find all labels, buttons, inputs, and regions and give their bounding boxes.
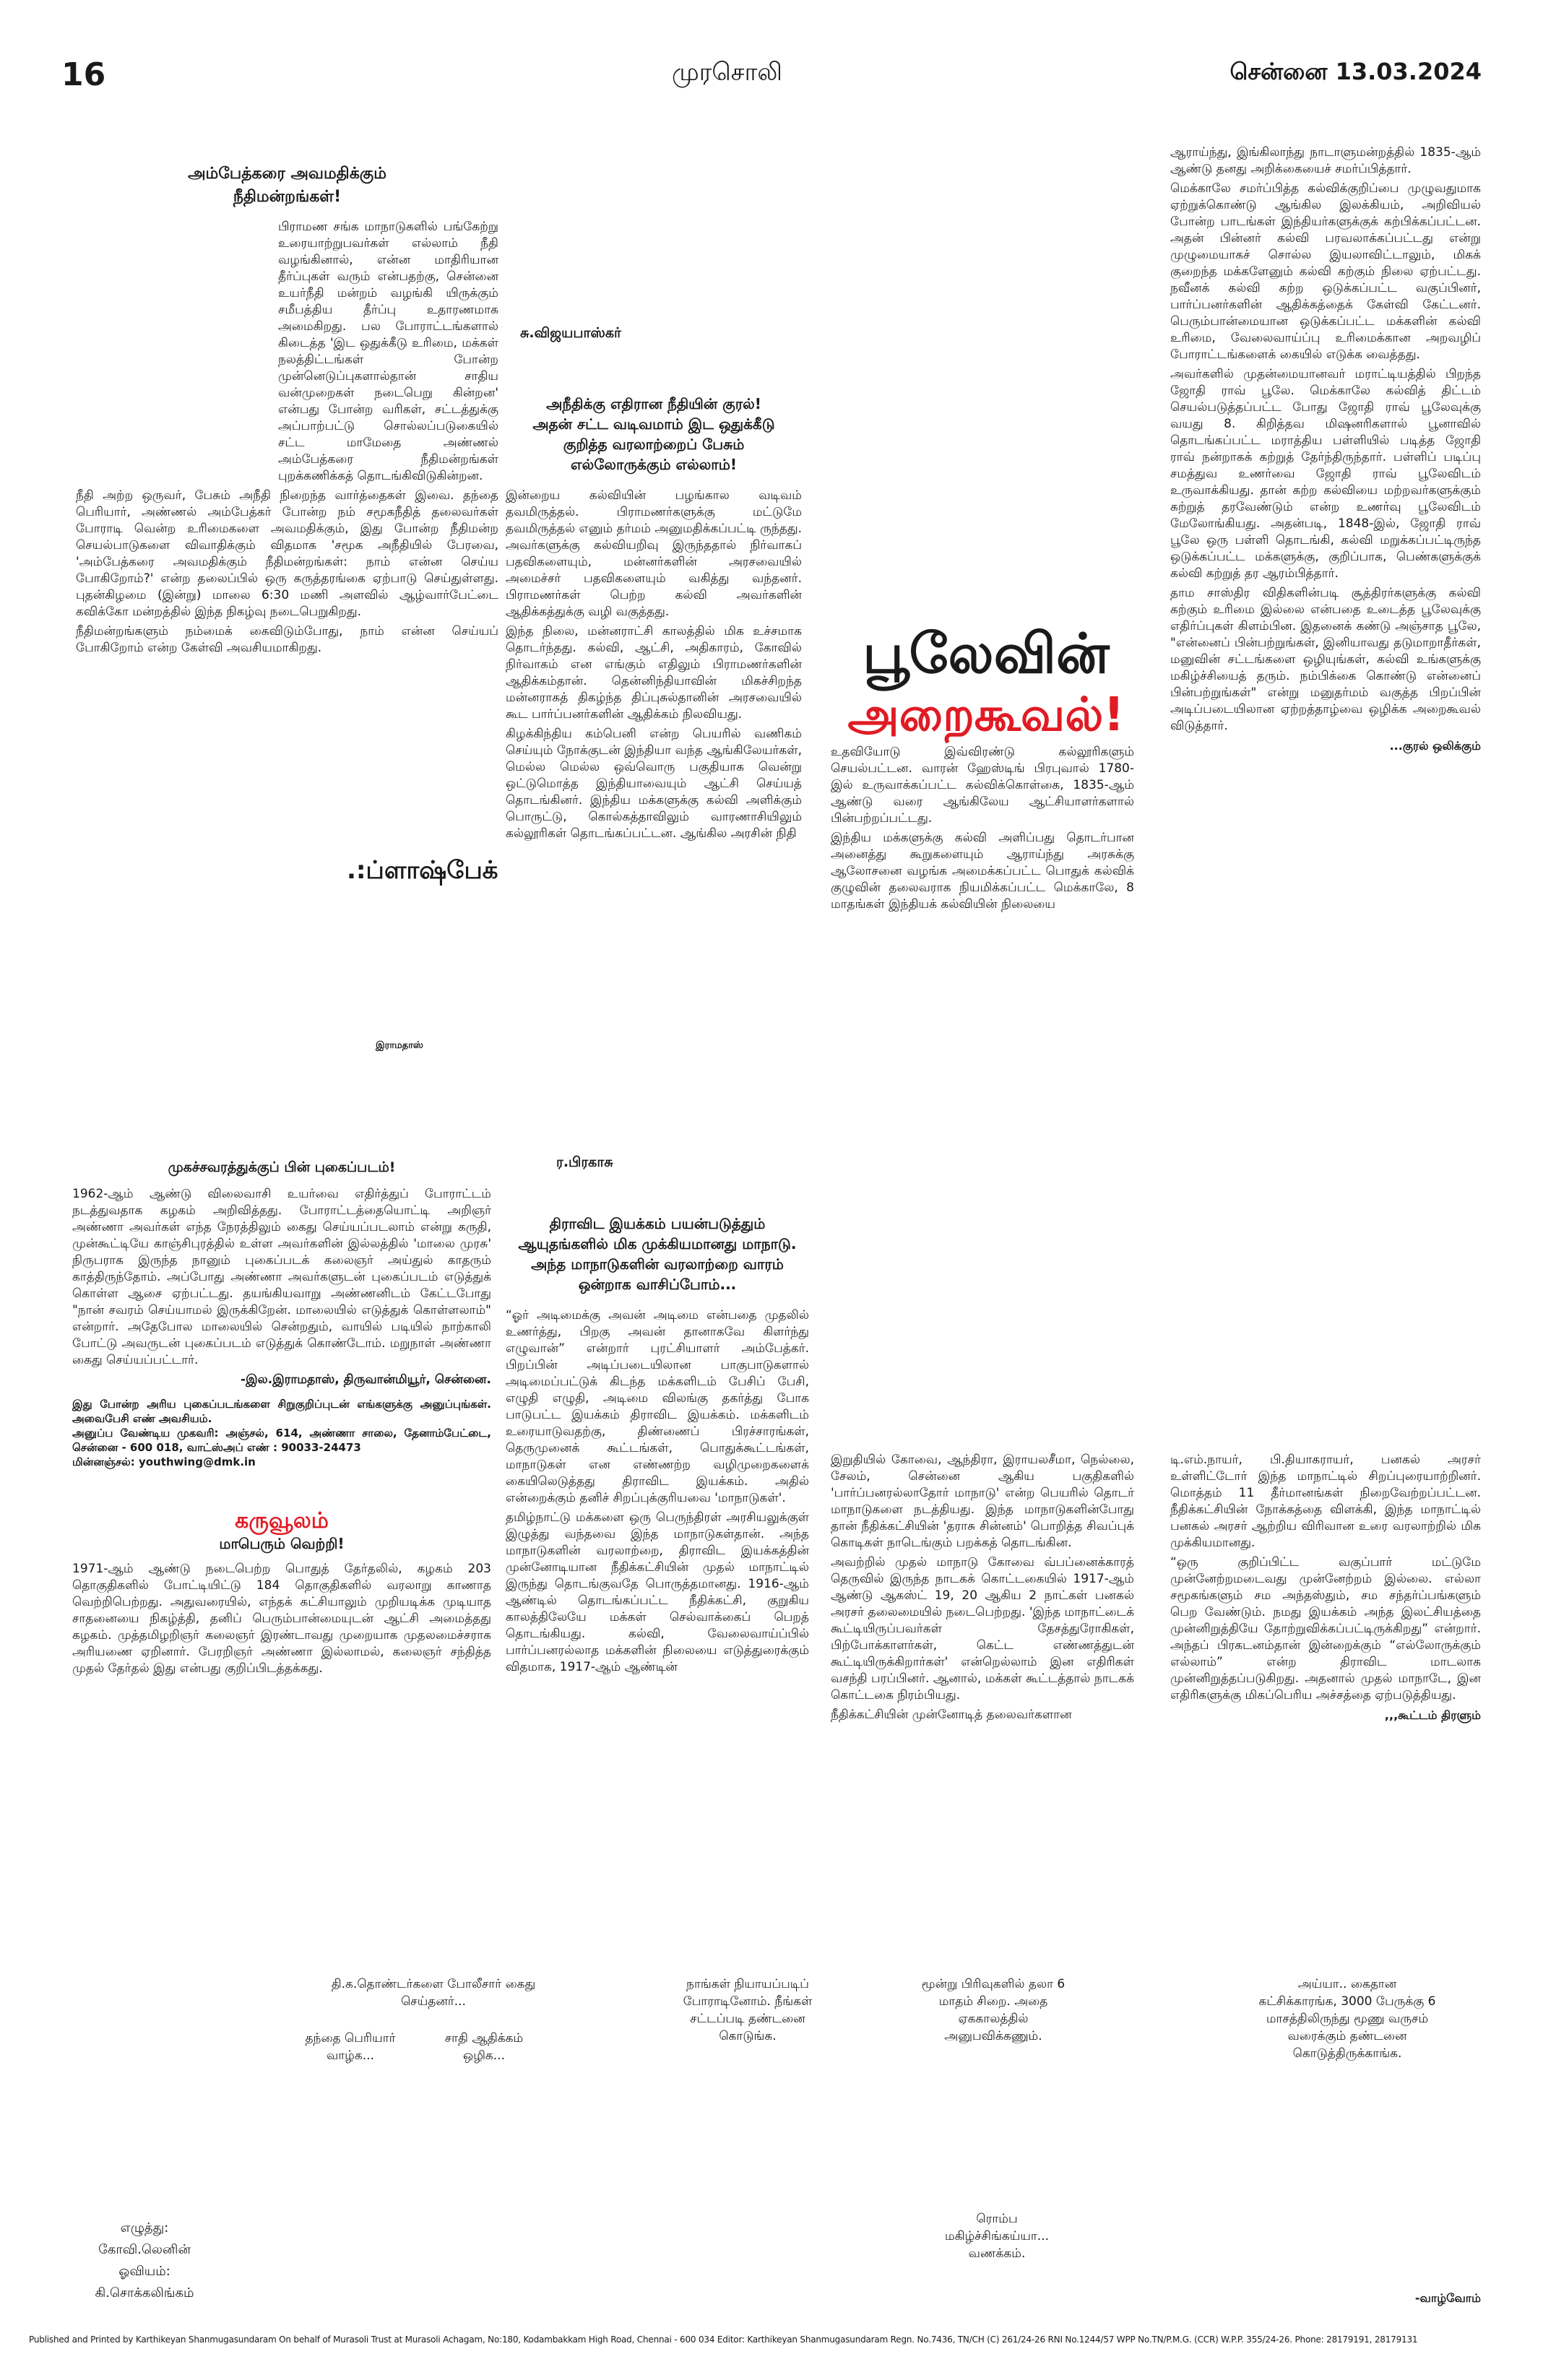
credit-line: கோவி.லெனின் xyxy=(98,2242,191,2257)
article-paragraph: நீதிக்கட்சியின் முன்னோடித் தலைவர்களான xyxy=(831,1708,1072,1722)
article-paragraph: தாம சாஸ்திர விதிகளின்படி சூத்திரர்களுக்கு கல்வி கற்கும் உரிமை இல்லை என்பதை உடைத்த பூலேவுக்கு எதிர்ப்புகள் கிளம்பின. இதனைக் கண்டு அஞ்சாத பூலே, "என்னைப் பின்பற்றுங்கள், இனியாவது தடுமாறாதீர்கள், மனுவின் சட்டங்களை ஒழியுங்கள், கல்வி உங்களுக்கு மகிழ்ச்சியைத் தரும். நம்பிக்கை கொண்டு என்னைப் பின்பற்றுங்கள்" என்று மனுதர்மம் வகுத்த பிறப்பின் அடிப்படையிலான ஏற்றத்தாழ்வை ஒழிக்க அறைகூவல் விடுத்தார். xyxy=(1170,586,1481,733)
subheading-line: ஆயுதங்களில் மிக முக்கியமானது மாநாடு. xyxy=(518,1235,797,1252)
credit-line: எழுத்து: xyxy=(120,2220,169,2236)
subheading-line: திராவிட இயக்கம் பயன்படுத்தும் xyxy=(549,1215,766,1232)
karuvoolam-heading: கருவூலம் xyxy=(235,1508,329,1533)
poole-article-column xyxy=(831,744,1134,916)
cartoon-caption: நாங்கள் நியாயப்படிப் போராடினோம். நீங்கள் சட்டப்படி தண்டனை கொடுங்க. xyxy=(683,1977,813,2043)
article-paragraph: இன்றைய கல்வியின் பழங்கால வடிவம் தவமிருத்தல். பிராமணர்களுக்கு மட்டுமே தவமிருத்தல் எனும் தர்மம் அனுமதிக்கப்பட்டி ருந்தது. அவர்களுக்கு கல்வியறிவு இருந்ததால் நிர்வாகப் பதவிகளையும், மன்னர்களின் அரசவையில் அமைச்சர் பதவிகளையும் வகித்து வந்தனர். பிராமணர்கள் பெற்ற கல்வி அவர்களின் ஆதிக்கத்துக்கு வழி வகுத்தது. xyxy=(506,488,802,619)
subheading-line: அந்த மாநாடுகளின் வரலாற்றை வாரம் xyxy=(531,1255,784,1273)
cartoon-caption: ரொம்ப மகிழ்ச்சிங்கய்யா... வணக்கம். xyxy=(944,2212,1050,2261)
article-paragraph: தமிழ்நாட்டு மக்களை ஒரு பெருந்திரள் அரசியலுக்குள் இழுத்து வந்தவை இந்த மாநாடுகள்தான். அந்த மாநாடுகளின் வரலாற்றை, திராவிட இயக்கத்தின் முன்னோடியான நீதிக்கட்சியின் முதல் மாநாட்டில் இருந்து தொடங்குவதே பொருத்தமானது. 1916-ஆம் ஆண்டில் தொடங்கப்பட்ட நீதிக்கட்சி, குறுகிய காலத்திலேயே மக்கள் செல்வாக்கைப் பெறத் தொடங்கியது. கல்வி, வேலைவாய்ப்பில் பார்ப்பனரல்லாத மக்களின் நிலையை எடுத்துரைக்கும் விதமாக, 1917-ஆம் ஆண்டின் xyxy=(506,1510,809,1674)
article-paragraph: இறுதியில் கோவை, ஆந்திரா, இராயலசீமா, நெல்லை, சேலம், சென்னை ஆகிய பகுதிகளில் 'பார்ப்பனரல்லாதோர் மாநாடு' என்ற பெயரில் தொடர் மாநாடுகளை நடத்தியது. இந்த மாநாடுகளின்போது தான் நீதிக்கட்சியின் 'தராசு சின்னம்' பொறித்த சிவப்புக் கொடிகள் நாடெங்கும் பறக்கத் தொடங்கின. xyxy=(831,1453,1134,1550)
notice-block xyxy=(72,1397,491,1469)
subheading-line: அதன் சட்ட வடிவமாம் இட ஒதுக்கீடு xyxy=(532,415,775,433)
article-subheading xyxy=(506,1213,809,1294)
notice-line: அனுப்ப வேண்டிய முகவரி: அஞ்சல், 614, அண்ணா சாலை, தேனாம்பேட்டை, சென்னை - 600 018, வாட்ஸ்அப் எண் : 90033-24473 xyxy=(72,1427,491,1454)
flashback-label: .:ப்ளாஷ்பேக் xyxy=(347,856,498,885)
karuvoolam-subheading: மாபெரும் வெற்றி! xyxy=(219,1535,345,1552)
article-paragraph: கிழக்கிந்திய கம்பெனி என்ற பெயரில் வணிகம் செய்யும் நோக்குடன் இந்தியா வந்த ஆங்கிலேயர்கள், மெல்ல மெல்ல ஒவ்வொரு பகுதியாக வென்று ஒட்டுமொத்த இந்தியாவையும் ஆட்சி செய்யத் தொடங்கினர். இந்திய மக்களுக்கு கல்வி அளிக்கும் பொருட்டு, கொல்கத்தாவிலும் வாரணாசியிலும் கல்லூரிகள் தொடங்கப்பட்டன. ஆங்கில அரசின் நிதி xyxy=(506,727,802,841)
article-paragraph: “ஒரு குறிப்பிட்ட வகுப்பார் மட்டுமே முன்னேற்றமடைவது முன்னேற்றம் இல்லை. எல்லா சமூகங்களும் சம அந்தஸ்தும், சம சந்தர்ப்பங்களும் பெற வேண்டும். நமது இயக்கம் அந்த இலட்சியத்தை முன்னிறுத்தியே தோற்றுவிக்கப்பட்டிருக்கிறது” என்றார். அந்தப் பிரகடனம்தான் இன்றைக்கும் “எல்லோருக்கும் எல்லாம்” என்ற திராவிட மாடலாக முன்னிறுத்தப்படுகிறது. அதனால் முதல் மாநாடே, இன எதிரிகளுக்கு மிகப்பெரிய அச்சத்தை ஏற்படுத்தியது. xyxy=(1170,1555,1481,1702)
article-paragraph: டி.எம்.நாயர், பி.தியாகராயர், பனகல் அரசர் உள்ளிட்டோர் இந்த மாநாட்டில் சிறப்புரையாற்றினர். மொத்தம் 11 தீர்மானங்கள் நிறைவேற்றப்பட்டன. நீதிக்கட்சியின் நோக்கத்தை விளக்கி, இந்த மாநாட்டில் பனகல் அரசர் ஆற்றிய விரிவான உரை வரலாற்றில் மிக முக்கியமானது. xyxy=(1170,1453,1481,1550)
subheading-line: அநீதிக்கு எதிரான நீதியின் குரல்! xyxy=(546,395,761,412)
article-author: -இல.இராமதாஸ், திருவான்மியூர், சென்னை. xyxy=(241,1372,491,1387)
cartoon-caption: தி.க.தொண்டர்களை போலீசார் கைது செய்தனர்... xyxy=(331,1977,536,2009)
article-paragraph: நீதி அற்ற ஒருவர், பேசும் அநீதி நிறைந்த வார்த்தைகள் இவை. தந்தை பெரியார், அண்ணல் அம்பேத்கர் போன்ற நம் சமூகநீதித் தலைவர்கள் போராடி வென்ற உரிமைகளை அவமதிக்கும், இது போன்ற நீதிமன்ற செயல்பாடுகளை விவாதிக்கும் விதமாக 'சமூக அநீதியில் பேரவை, 'அம்பேத்கரை அவமதிக்கும் நீதிமன்றங்கள்: நாம் என்ன செய்ய போகிறோம்?' என்ற தலைப்பில் ஒரு கருத்தரங்கை ஏற்பாடு செய்துள்ளது. புதன்கிழமை (இன்று) மாலை 6:30 மணி அளவில் ஆழ்வார்பேட்டை கவிக்கோ மன்றத்தில் இந்த நிகழ்வு நடைபெறுகிறது. xyxy=(76,488,498,619)
article-title-line: அம்பேத்கரை அவமதிக்கும் xyxy=(188,165,386,183)
notice-line: மின்னஞ்சல்: youthwing@dmk.in xyxy=(72,1455,256,1468)
article-paragraph: உதவியோடு இவ்விரண்டு கல்லூரிகளும் செயல்பட்டன. வாரன் ஹேஸ்டிங் பிரபுவால் 1780-இல் உருவாக்கப்பட்ட கல்விக்கொள்கை, 1835-ஆம் ஆண்டு வரை ஆங்கிலேய ஆட்சியாளர்களால் பின்பற்றப்பட்டது. xyxy=(831,745,1134,826)
page-number: 16 xyxy=(61,56,106,93)
byline: ர.பிரகாசு xyxy=(556,1154,613,1170)
left-top-article xyxy=(76,163,498,659)
article-paragraph: இந்திய மக்களுக்கு கல்வி அளிப்பது தொடர்பான அனைத்து கூறுகளையும் ஆராய்ந்து அரசுக்கு ஆலோசனை வழங்க அமைக்கப்பட்ட பொதுக் கல்விக் குழுவின் தலைவராக நியமிக்கப்பட்ட மெக்காலே, 8 மாதங்கள் இந்தியக் கல்வியின் நிலையை xyxy=(831,831,1134,912)
credit-line: ஓவியம்: xyxy=(118,2264,170,2279)
imprint-footer: Published and Printed by Karthikeyan Shanmugasundaram On behalf of Murasoli Trust at Murasoli Achagam, No:180, Kodambakkam High Road, Chennai - 600 034 Editor: Karthikeyan Shanmugasundaram Regn. No.7436, TN/CH (C) 261/24-26 RNI No.1244/57 WPP No.TN/P.M.G. (CCR) W.P.P. 355/24-26. Phone: 28179191, 28179131 xyxy=(29,2334,1418,2345)
article-paragraph: 1971-ஆம் ஆண்டு நடைபெற்ற பொதுத் தேர்தலில், கழகம் 203 தொகுதிகளில் போட்டியிட்டு 184 தொகுதிகளில் வரலாறு காணாத வெற்றிபெற்றது. அதுவரையில், எந்தக் கட்சியாலும் முறியடிக்க முடியாத சாதனையை நிகழ்த்தி, தனிப் பெரும்பான்மையுடன் ஆட்சி அமைத்தது கழகம். முத்தமிழறிஞர் கலைஞர் இரண்டாவது முறையாக முதலமைச்சராக அரியணை ஏறினார். பேரறிஞர் அண்ணா இல்லாமல், கலைஞர் சந்தித்த முதல் தேர்தல் இது என்பது குறிப்பிடத்தக்கது. xyxy=(72,1562,491,1676)
cartoon-caption: மூன்று பிரிவுகளில் தலா 6 மாதம் சிறை. அதை ஏககாலத்தில் அனுபவிக்கணும். xyxy=(921,1977,1066,2043)
article-paragraph: 1962-ஆம் ஆண்டு விலைவாசி உயர்வை எதிர்த்துப் போராட்டம் நடத்துவதாக கழகம் அறிவித்தது. போராட்டத்தையொட்டி அறிஞர் அண்ணா அவர்கள் எந்த நேரத்திலும் கைது செய்யப்படலாம் என்று கருதி, முன்கூட்டியே காஞ்சிபுரத்தில் உள்ள அவர்களின் இல்லத்தில் 'மாலை முரசு' நிருபராக இருந்த நானும் புகைப்படக் கலைஞர் அய்துல் காதரும் காத்திருந்தோம். அப்போது அண்ணா அவர்களுடன் புகைப்படம் எடுத்துக் கொள்ள ஆசை ஏற்பட்டது. தயங்கியவாறு அண்ணனிடம் கேட்டபோது "நான் சவரம் செய்யாமல் இருக்கிறேன். மாலையில் எடுத்துக் கொள்ளலாம்" என்றார். அதேபோல மாலையில் சென்றதும், வாயில் படியில் நாற்காலி போட்டு அவருடன் புகைப்படம் எடுத்துக் கொண்டோம். மறுநாள் அண்ணா கைது செய்யப்பட்டார். xyxy=(72,1187,491,1367)
cartoon-caption: சாதி ஆதிக்கம் ஒழிக... xyxy=(444,2031,524,2063)
poole-title-line2: அறைகூவல்! xyxy=(847,688,1125,742)
article-paragraph: பிராமண சங்க மாநாடுகளில் பங்கேற்று உரையாற்றுபவர்கள் எல்லாம் நீதி வழங்கினால், என்ன மாதிரியான தீர்ப்புகள் வரும் என்பதற்கு, சென்னை உயர்நீதி மன்றம் வழங்கி யிருக்கும் சமீபத்திய தீர்ப்பு உதாரணமாக அமைகிறது. பல போராட்டங்களால் கிடைத்த 'இட ஒதுக்கீடு உரிமை, மக்கள் நலத்திட்டங்கள் போன்ற முன்னெடுப்புகளால்தான் சாதிய வன்முறைகள் நடைபெறு கின்றன' என்பது போன்ற வரிகள், சட்டத்துக்கு அப்பாற்பட்டு சொல்லப்படுகையில் சட்ட மாமேதை அண்ணல் அம்பேத்கரை நீதிமன்றங்கள் புறக்கணிக்கத் தொடங்கிவிடுகின்றன. xyxy=(278,220,498,483)
article-paragraph: மெக்காலே சமர்ப்பித்த கல்விக்குறிப்பை முழுவதுமாக ஏற்றுக்கொண்டு ஆங்கில இலக்கியம், அறிவியல் போன்ற பாடங்கள் இந்தியர்களுக்குக் கற்பிக்கப்பட்டன. அதன் பின்னர் கல்வி பரவலாக்கப்பட்டது என்று முழுமையாகச் சொல்ல இயலாவிட்டாலும், மிகக் குறைந்த மக்களேனும் கல்வி கற்கும் நிலை ஏற்பட்டது. நவீனக் கல்வி கற்ற ஒடுக்கப்பட்ட வகுப்பினர், பார்ப்பனர்களின் ஆதிக்கத்தைக் கேள்வி கேட்டனர். பெரும்பான்மையான ஒடுக்கப்பட்ட மக்களின் கல்வி உரிமை, வேலைவாய்ப்பு உரிமைக்கான அறவழிப் போராட்டங்களைக் கையில் எடுக்க வைத்தது. xyxy=(1170,181,1481,362)
signoff: ,,,கூட்டம் திரளும் xyxy=(1384,1708,1481,1722)
cartoon-caption: அய்யா.. கைதான கட்சிக்காரங்க, 3000 பேருக்கு 6 மாசத்திலிருந்து மூணு வருசம் வரைக்கும் தண்டனை கொடுத்திருக்காங்க. xyxy=(1258,1977,1436,2061)
article-title: முகச்சவரத்துக்குப் பின் புகைப்படம்! xyxy=(168,1159,396,1175)
right-mid-column xyxy=(1170,1452,1481,1723)
article-title xyxy=(76,163,498,209)
subheading-line: குறித்த வரலாற்றைப் பேசும் xyxy=(563,436,745,453)
center-top-article xyxy=(506,394,802,845)
article-title-line: நீதிமன்றங்கள்! xyxy=(233,188,342,206)
cartoon-caption: தந்தை பெரியார் வாழ்க... xyxy=(305,2031,396,2063)
byline: சு.விஜயபாஸ்கர் xyxy=(520,325,621,341)
signoff: ...குரல் ஒலிக்கும் xyxy=(1389,739,1481,753)
article-paragraph: “ஓர் அடிமைக்கு அவன் அடிமை என்பதை முதலில் உணர்த்து, பிறகு அவன் தானாகவே கிளர்ந்து எழுவான்” என்றார் புரட்சியாளர் அம்பேத்கர். பிறப்பின் அடிப்படையிலான பாகுபாடுகளால் அடிமைப்பட்டுக் கிடந்த மக்களிடம் பேசிப் பேசி, எழுதி எழுதி, அடிமை விலங்கு தகர்த்து போக பாடுபட்ட இயக்கம் திராவிட இயக்கம். மக்களிடம் உரையாடுவதற்கு, திண்ணைப் பிரச்சாரங்கள், தெருமுனைக் கூட்டங்கள், பொதுக்கூட்டங்கள், மாநாடுகள் என எண்ணற்ற வழிமுறைகளைக் கையிலெடுத்தது திராவிட இயக்கம். அதில் என்றைக்கும் தனிச் சிறப்புக்குரியவை 'மாநாடுகள்'. xyxy=(506,1308,809,1505)
center-mid-article xyxy=(506,1213,809,1679)
article-paragraph: இந்த நிலை, மன்னராட்சி காலத்தில் மிக உச்சமாக தொடர்ந்தது. கல்வி, ஆட்சி, அதிகாரம், கோவில் நிர்வாகம் என எங்கும் எதிலும் பிராமணர்களின் ஆதிக்கம்தான். தென்னிந்தியாவின் மிகச்சிறந்த மன்னராகத் திகழ்ந்த திப்புசுல்தானின் அரசவையில் கூட பார்ப்பனர்களின் ஆதிக்கம் நிலவியது. xyxy=(506,624,802,722)
left-mid-article xyxy=(72,1156,491,1680)
city-date: சென்னை 13.03.2024 xyxy=(1229,58,1482,85)
right-top-column xyxy=(1170,144,1481,754)
newspaper-name: முரசொலி xyxy=(672,58,782,87)
notice-line: இது போன்ற அரிய புகைப்படங்களை சிறுகுறிப்புடன் எங்களுக்கு அனுப்புங்கள். அவைபேசி எண் அவசியம். xyxy=(72,1398,491,1425)
ramadas-label: இராமதாஸ் xyxy=(376,1040,423,1051)
credit-line: கி.சொக்கலிங்கம் xyxy=(95,2285,194,2301)
subheading-line: எல்லோருக்கும் எல்லாம்! xyxy=(571,456,737,473)
article-paragraph: அவற்றில் முதல் மாநாடு கோவை வ்பப்னைக்காரத் தெருவில் இருந்த நாடகக் கொட்டகையில் 1917-ஆம் ஆண்டு ஆகஸ்ட் 19, 20 ஆகிய 2 நாட்கள் பனகல் அரசர் தலைமையில் நடைபெற்றது. 'இந்த மாநாட்டைக் கூட்டியிருப்பவர்கள் தேசத்துரோகிகள், பிற்போக்காளர்கள், கெட்ட எண்ணத்துடன் கூட்டியிருக்கிறார்கள்' என்றெல்லாம் இன எதிரிகள் வசந்தி பரப்பினர். ஆனால், மக்கள் கூட்டத்தால் நாடகக் கொட்டகை நிரம்பியது. xyxy=(831,1555,1134,1702)
cartoon-signoff: -வாழ்வோம் xyxy=(1414,2291,1481,2305)
center-right-mid-column xyxy=(831,1452,1134,1726)
article-paragraph: அவர்களில் முதன்மையானவர் மராட்டியத்தில் பிறந்த ஜோதி ராவ் பூலே. மெக்காலே கல்வித் திட்டம் செயல்படுத்தப்பட்ட போது ஜோதி ராவ் பூலேவுக்கு வயது 8. கிறித்தவ மிஷனரிகளால் பூனாவில் தொடங்கப்பட்ட மராத்திய பள்ளியில் படித்த ஜோதி ராவ் நன்றாகக் கற்றுத் தேர்ந்திருந்தார். பள்ளிப் படிப்பு சமத்துவ உணர்வை ஜோதி ராவ் பூலேவிடம் உருவாக்கியது. தான் கற்ற கல்வியை மற்றவர்களுக்கும் கற்றுத் தரவேண்டும் என்ற உணர்வு பூலேவிடம் மேலோங்கியது. அதன்படி, 1848-இல், ஜோதி ராவ் பூலே ஒரு பள்ளி தொடங்கி, கல்வி மறுக்கப்பட்டிருந்த ஒடுக்கப்பட்ட மக்களுக்கு, குறிப்பாக, பெண்களுக்குக் கல்வி கற்றுத் தர ஆரம்பித்தார். xyxy=(1170,367,1481,581)
article-subheading xyxy=(506,394,802,475)
subheading-line: ஒன்றாக வாசிப்போம்... xyxy=(578,1276,737,1293)
article-paragraph: ஆராய்ந்து, இங்கிலாந்து நாடாளுமன்றத்தில் 1835-ஆம் ஆண்டு தனது அறிக்கையைச் சமர்ப்பித்தார். xyxy=(1170,145,1481,176)
cartoon-credits xyxy=(72,2217,217,2304)
poole-title xyxy=(824,621,1149,744)
article-paragraph: நீதிமன்றங்களும் நம்மைக் கைவிடும்போது, நாம் என்ன செய்யப் போகிறோம் என்ற கேள்வி அவசியமாகிறது. xyxy=(76,624,498,655)
poole-title-line1: பூலேவின் xyxy=(863,621,1110,685)
